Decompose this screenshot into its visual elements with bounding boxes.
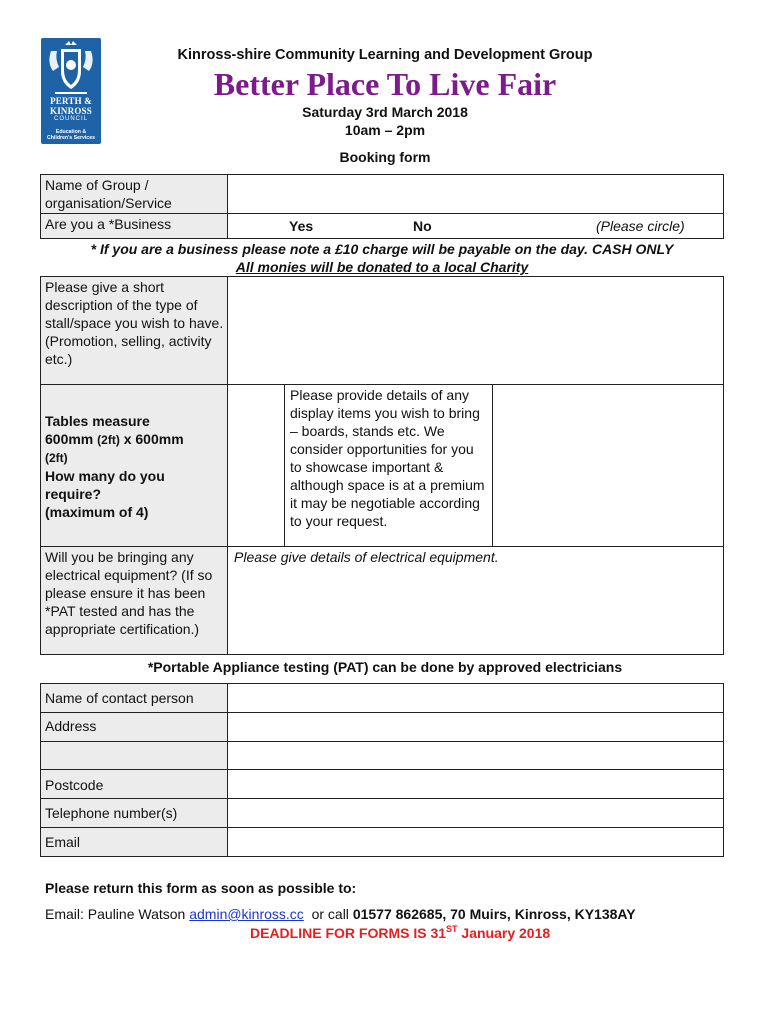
- business-yes-option[interactable]: Yes: [289, 218, 314, 234]
- description-label: Please give a short description of the type of stall/space you wish to have. (Promotion, selling, activity etc.): [40, 276, 228, 385]
- tables-quantity-input[interactable]: [227, 384, 285, 547]
- display-input[interactable]: [492, 384, 724, 547]
- electrical-hint: Please give details of electrical equipment.: [234, 549, 499, 565]
- return-instructions: Please return this form as soon as possible to:: [45, 880, 357, 896]
- logo-council: COUNCIL: [53, 116, 88, 122]
- logo-name: PERTH & KINROSS: [50, 96, 92, 116]
- group-input[interactable]: [227, 174, 724, 214]
- address-label: Address: [40, 712, 228, 742]
- page-title: Better Place To Live Fair: [213, 66, 557, 102]
- deadline-notice: DEADLINE FOR FORMS IS 31ST January 2018: [250, 924, 551, 941]
- organisation-heading: Kinross-shire Community Learning and Development Group: [177, 47, 593, 63]
- telephone-label: Telephone number(s): [40, 798, 228, 828]
- business-label: Are you a *Business: [40, 213, 228, 239]
- contact-line: Email: Pauline Watson admin@kinross.cc or call 01577 862685, 70 Muirs, Kinross, KY138AY: [45, 906, 636, 922]
- business-circle-hint: (Please circle): [596, 218, 685, 234]
- tables-label: Tables measure 600mm (2ft) x 600mm (2ft) How many do you require? (maximum of 4): [40, 384, 228, 547]
- business-note-line2: All monies will be donated to a local Charity: [235, 259, 529, 275]
- telephone-input[interactable]: [227, 798, 724, 828]
- pat-note: *Portable Appliance testing (PAT) can be done by approved electricians: [147, 659, 623, 675]
- business-no-option[interactable]: No: [413, 218, 432, 234]
- logo-services: Education & Children's Services: [47, 129, 95, 141]
- call-details: 01577 862685, 70 Muirs, Kinross, KY138AY: [352, 906, 636, 922]
- contact-name-input[interactable]: [227, 683, 724, 713]
- event-date: Saturday 3rd March 2018: [302, 104, 468, 120]
- group-label: Name of Group / organisation/Service: [40, 174, 228, 214]
- email-link[interactable]: admin@kinross.cc: [189, 906, 304, 922]
- display-label: Please provide details of any display items you wish to bring – boards, stands etc. We consider opportunities for you to showcase important & although space is at a premium it may be negotiable according to your request.: [284, 384, 493, 547]
- description-input[interactable]: [227, 276, 724, 385]
- address-input-line2[interactable]: [227, 741, 724, 770]
- form-title: Booking form: [339, 149, 431, 165]
- electrical-input[interactable]: [227, 546, 724, 655]
- email-label: Email: [40, 827, 228, 857]
- address-input-line1[interactable]: [227, 712, 724, 742]
- address-label-continued: [40, 741, 228, 770]
- business-choice: [227, 213, 724, 239]
- electrical-label: Will you be bringing any electrical equipment? (If so please ensure it has been *PAT tested and has the appropriate certification.): [40, 546, 228, 655]
- event-time: 10am – 2pm: [344, 122, 426, 138]
- contact-name-label: Name of contact person: [40, 683, 228, 713]
- email-input[interactable]: [227, 827, 724, 857]
- postcode-label: Postcode: [40, 769, 228, 799]
- postcode-input[interactable]: [227, 769, 724, 799]
- business-note-line1: * If you are a business please note a £10 charge will be payable on the day. CASH ONLY: [90, 241, 674, 257]
